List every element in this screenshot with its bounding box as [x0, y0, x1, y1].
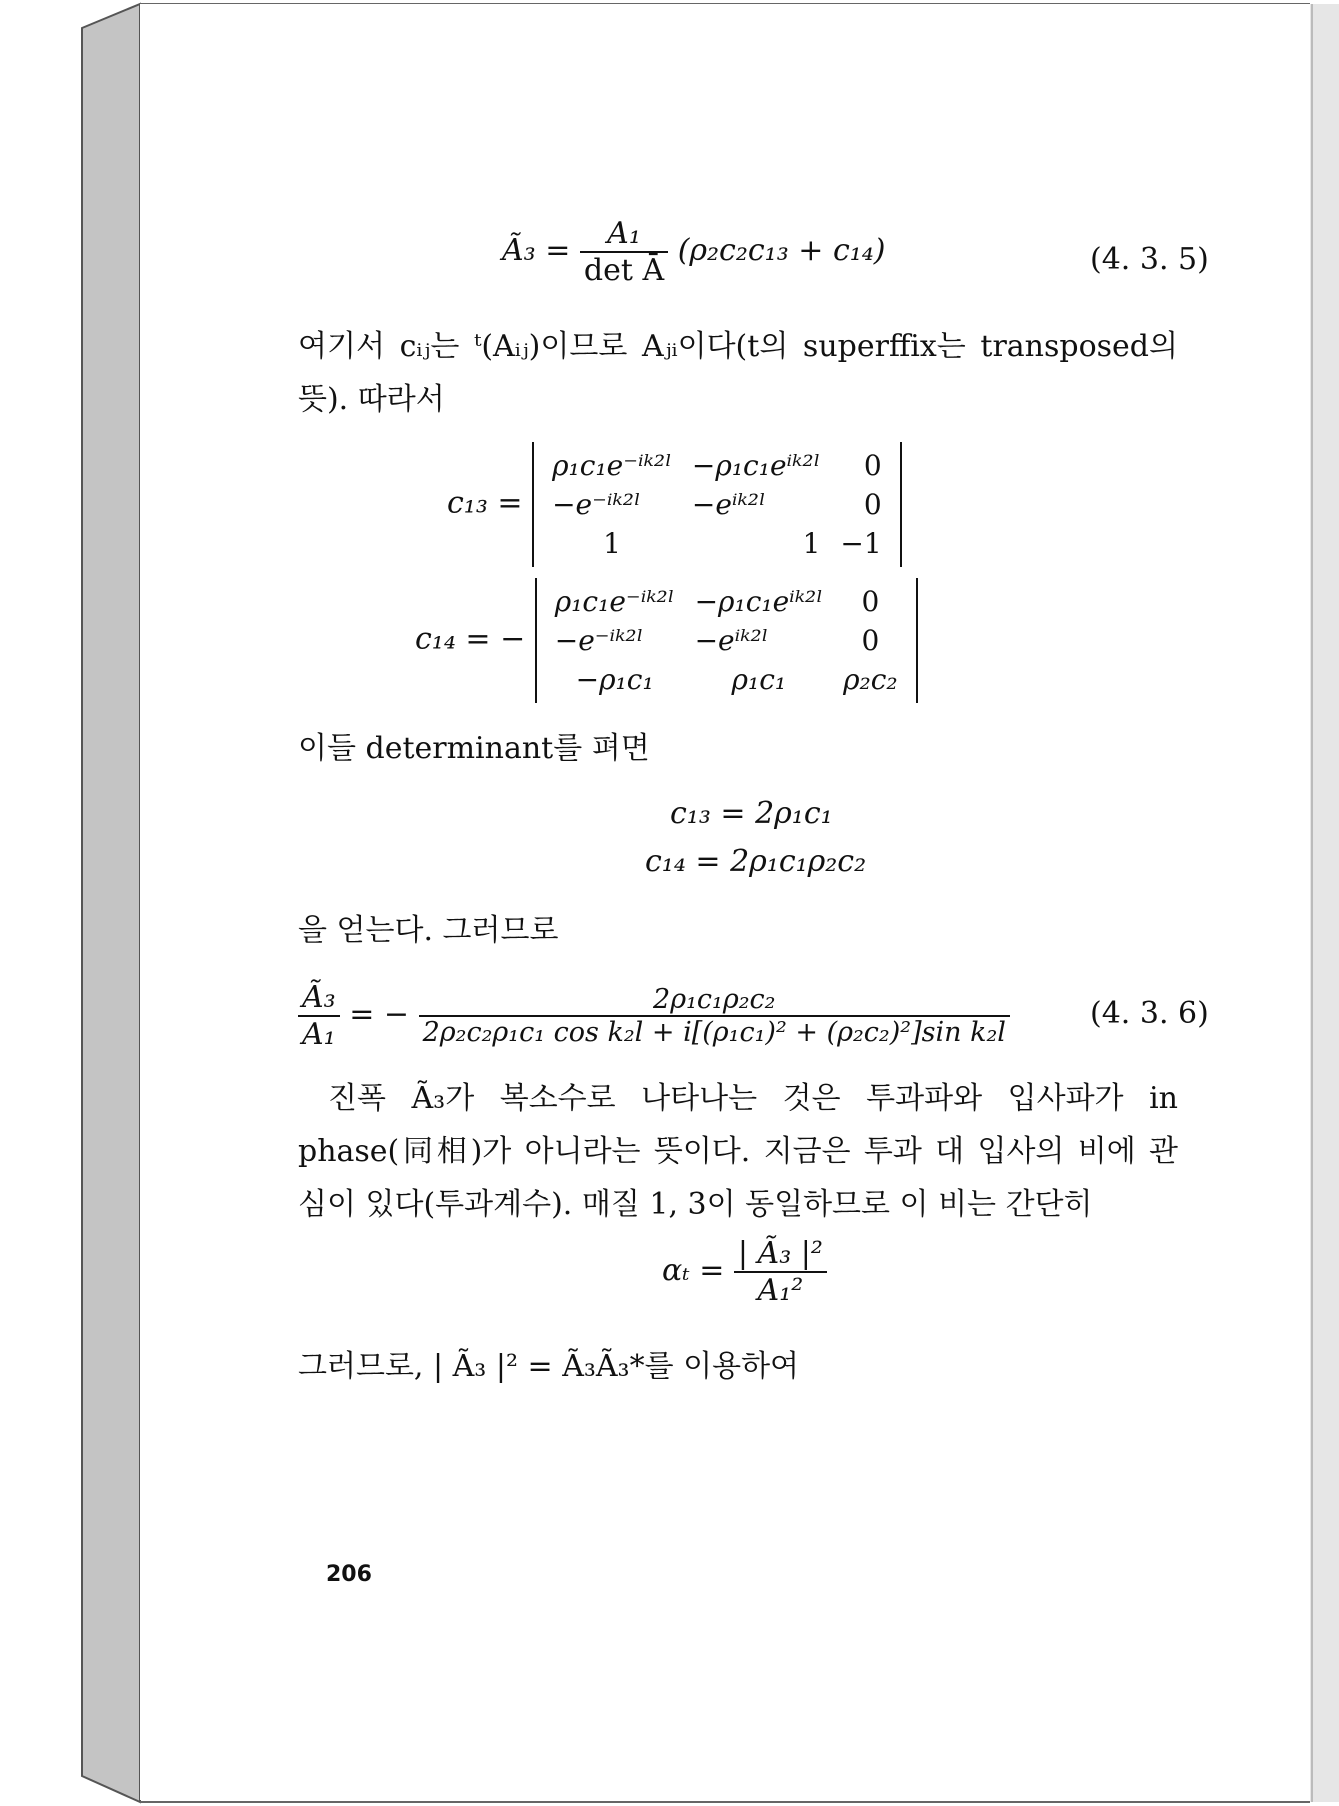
result-c14: c₁₄ = 2ρ₁c₁ρ₂c₂ [645, 844, 867, 879]
matrix-cell: 0 [861, 585, 880, 618]
eq-lhs: αₜ = [662, 1253, 725, 1288]
fraction-denominator: 2ρ₂c₂ρ₁c₁ cos k₂l + i[(ρ₁c₁)² + (ρ₂c₂)²]sin k₂l [422, 1017, 1006, 1048]
matrix-cell: −ρ₁c₁eⁱᵏ²ˡ [694, 585, 824, 618]
matrix-cell: 1 [802, 527, 821, 560]
eq-fraction [580, 216, 668, 288]
matrix-cell: 1 [603, 527, 621, 560]
matrix-cell: ρ₁c₁e⁻ⁱᵏ²ˡ [554, 585, 675, 618]
paragraph-line: 진폭 Ã₃가 복소수로 나타나는 것은 투과파와 입사파가 in [328, 1081, 1178, 1116]
determinant-c13 [447, 442, 902, 567]
matrix-cell: −ρ₁c₁eⁱᵏ²ˡ [691, 449, 821, 482]
paragraph-line: phase(同相)가 아니라는 뜻이다. 지금은 투과 대 입사의 비에 관 [298, 1134, 1178, 1169]
book-spine-left [82, 4, 140, 1802]
fraction-numerator: 2ρ₁c₁ρ₂c₂ [419, 984, 1010, 1017]
paragraph-line: 뜻). 따라서 [298, 382, 445, 417]
matrix-cell: −eⁱᵏ²ˡ [691, 488, 766, 521]
equation-4-3-5 [502, 216, 886, 288]
equation-number-4-3-5: (4. 3. 5) [1090, 242, 1209, 277]
determinant-matrix [535, 578, 918, 703]
paragraph-1 [298, 320, 1178, 426]
determinant-matrix [532, 442, 902, 567]
result-c13: c₁₃ = 2ρ₁c₁ [670, 796, 833, 831]
paragraph-4 [298, 1072, 1178, 1231]
matrix-cell: ρ₂c₂ [843, 663, 898, 696]
matrix-cell: −eⁱᵏ²ˡ [694, 624, 769, 657]
book-page [140, 4, 1310, 1800]
matrix-cell: 0 [863, 449, 882, 482]
eq-fraction [419, 984, 1010, 1048]
equation-transmission-coefficient [662, 1236, 827, 1308]
det-lhs: c₁₃ = [447, 485, 523, 521]
matrix-cell: 0 [861, 624, 880, 657]
eq-lhs: Ã₃ = [502, 233, 571, 268]
fraction-numerator: | Ã₃ |² [734, 1236, 827, 1273]
eq-rhs: (ρ₂c₂c₁₃ + c₁₄) [677, 233, 886, 268]
matrix-cell: ρ₁c₁ [731, 663, 787, 696]
paragraph-line: 여기서 cᵢⱼ는 ᵗ(Aᵢⱼ)이므로 Aⱼᵢ이다(t의 superffix는 transposed의 [298, 329, 1178, 364]
page-number: 206 [326, 1562, 372, 1587]
paragraph-5: 그러므로, | Ã₃ |² = Ã₃Ã₃*를 이용하여 [298, 1349, 800, 1384]
equation-4-3-6 [298, 980, 1010, 1052]
matrix-cell: −e⁻ⁱᵏ²ˡ [552, 488, 641, 521]
paragraph-line: 심이 있다(투과계수). 매질 1, 3이 동일하므로 이 비는 간단히 [298, 1187, 1093, 1222]
matrix-cell: 0 [863, 488, 882, 521]
fraction-denominator: A₁² [757, 1273, 804, 1308]
eq-equals: = − [349, 997, 410, 1032]
determinant-c14 [415, 578, 918, 703]
matrix-cell: −1 [840, 527, 882, 560]
fraction-denominator: A₁ [302, 1017, 336, 1052]
matrix-cell: ρ₁c₁e⁻ⁱᵏ²ˡ [552, 449, 672, 482]
equation-number-4-3-6: (4. 3. 6) [1090, 996, 1209, 1031]
fraction-numerator: Ã₃ [298, 980, 340, 1017]
paragraph-3: 을 얻는다. 그러므로 [298, 913, 559, 948]
eq-lhs-fraction [298, 980, 340, 1052]
matrix-cell: −ρ₁c₁ [575, 663, 654, 696]
matrix-cell: −e⁻ⁱᵏ²ˡ [554, 624, 644, 657]
det-lhs: c₁₄ = − [415, 621, 526, 657]
fraction-denominator: det Ā [583, 253, 665, 288]
fraction-numerator: A₁ [580, 216, 668, 253]
book-right-edge [1310, 4, 1339, 1802]
eq-fraction [734, 1236, 827, 1308]
paragraph-2: 이들 determinant를 펴면 [298, 731, 650, 766]
